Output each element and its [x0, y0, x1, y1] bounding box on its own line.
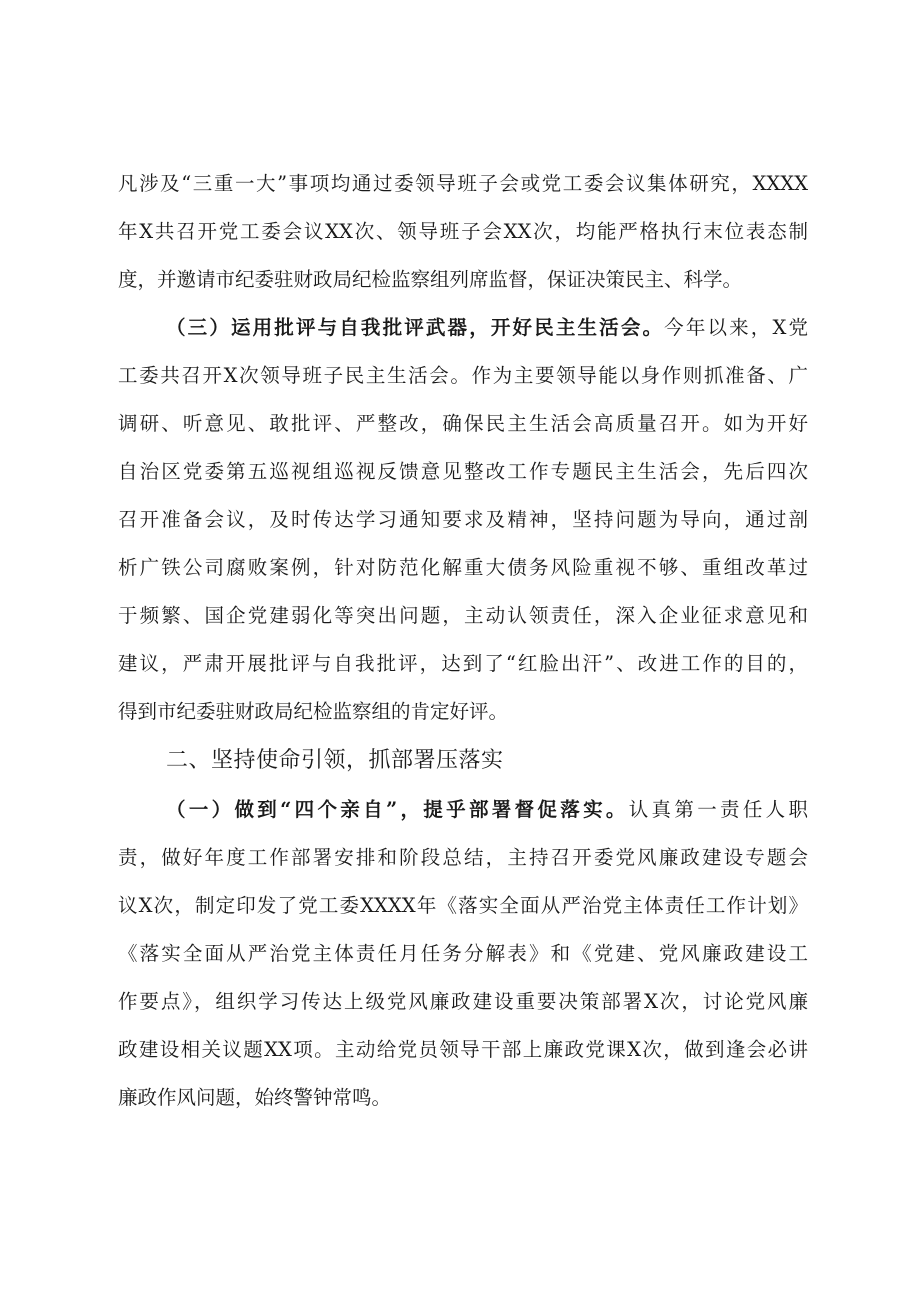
paragraph3-line-3: 议X次，制定印发了党工委XXXX年《落实全面从严治党主体责任工作计划》: [118, 894, 808, 917]
paragraph2-line-8: 建议，严肃开展批评与自我批评，达到了“红脸出汗”、改进工作的目的，: [118, 652, 808, 675]
paragraph2-line-6: 析广铁公司腐败案例，针对防范化解重大债务风险重视不够、重组改革过: [118, 556, 808, 579]
paragraph2-line-5: 召开准备会议，及时传达学习通知要求及精神，坚持问题为导向，通过剖: [118, 508, 808, 531]
paragraph3-first-line-rest: 认真第一责任人职: [628, 798, 808, 821]
paragraph2-line-2: 工委共召开X次领导班子民主生活会。作为主要领导能以身作则抓准备、广: [118, 364, 808, 387]
paragraph3-line-5: 作要点》，组织学习传达上级党风廉政建设重要决策部署X次，讨论党风廉: [118, 990, 808, 1013]
section2-heading: 二、坚持使命引领，抓部署压落实: [166, 748, 504, 773]
paragraph2-line-4: 自治区党委第五巡视组巡视反馈意见整改工作专题民主生活会，先后四次: [118, 460, 808, 483]
paragraph3-line-7: 廉政作风问题，始终警钟常鸣。: [118, 1086, 392, 1109]
paragraph1-line-3: 度，并邀请市纪委驻财政局纪检监察组列席监督，保证决策民主、科学。: [118, 268, 743, 291]
paragraph3-line-2: 责，做好年度工作部署安排和阶段总结，主持召开委党风廉政建设专题会: [118, 846, 808, 869]
paragraph2-first-line-rest: 今年以来，X党: [664, 316, 808, 339]
paragraph3-line-4: 《落实全面从严治党主体责任月任务分解表》和《党建、党风廉政建设工: [118, 942, 808, 965]
paragraph1-line-2: 年X共召开党工委会议XX次、领导班子会XX次，均能严格执行末位表态制: [118, 220, 808, 243]
paragraph3-heading: （一）做到“四个亲自”，提乎部署督促落实。: [166, 798, 629, 821]
paragraph2-line-1: [166, 308, 808, 348]
paragraph2-heading: （三）运用批评与自我批评武器，开好民主生活会。: [166, 316, 665, 339]
paragraph1-line-1: 凡涉及“三重一大”事项均通过委领导班子会或党工委会议集体研究，XXXX: [118, 172, 808, 195]
paragraph2-line-9: 得到市纪委驻财政局纪检监察组的肯定好评。: [118, 700, 509, 723]
paragraph2-line-7: 于频繁、国企党建弱化等突出问题，主动认领责任，深入企业征求意见和: [118, 604, 808, 627]
paragraph2-line-3: 调研、听意见、敢批评、严整改，确保民主生活会高质量召开。如为开好: [118, 412, 808, 435]
paragraph3-line-6: 政建设相关议题XX项。主动给党员领导干部上廉政党课X次，做到逢会必讲: [118, 1038, 808, 1061]
paragraph3-line-1: [166, 790, 808, 830]
